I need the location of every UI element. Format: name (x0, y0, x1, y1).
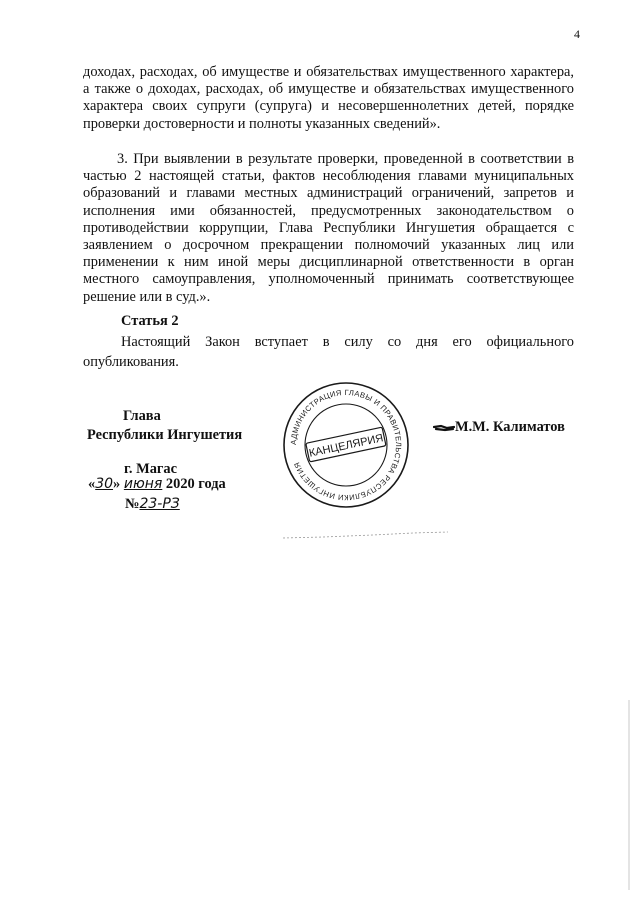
article-2-text: Настоящий Закон вступает в силу со дня его официального опубликования. (83, 334, 574, 370)
paragraph-continuation: доходах, расходах, об имуществе и обязательствах имущественного характера, а также о доходах, расходах, об имуществе и обязательствах имущественного характера своих супруги (супруга) и несовершеннолетних детей, порядке проверки достоверности и полноты указанных сведений». (83, 64, 574, 132)
stamp-center-text: КАНЦЕЛЯРИЯ (308, 432, 385, 460)
date-day-handwritten: 30 (95, 476, 114, 492)
law-number (125, 496, 180, 513)
scan-dash-artifact (283, 529, 448, 541)
article-2-heading: Статья 2 (121, 313, 179, 329)
signer-title-line1: Глава (123, 408, 161, 424)
signer-title (87, 407, 242, 445)
issue-date (88, 476, 226, 493)
issue-place: г. Магас (124, 461, 178, 477)
law-number-handwritten: 23-РЗ (139, 496, 180, 512)
official-stamp (281, 380, 411, 510)
signer-title-line2: Республики Ингушетия (87, 427, 243, 443)
handwritten-signature-icon (433, 418, 455, 436)
signer-name: М.М. Калиматов (455, 419, 565, 435)
page-number: 4 (574, 27, 580, 41)
date-quote-close: » (113, 476, 121, 492)
scan-edge-artifact (628, 700, 630, 890)
stamp-ring-text: АДМИНИСТРАЦИЯ ГЛАВЫ И ПРАВИТЕЛЬСТВА РЕСПУБЛИКИ ИНГУШЕТИЯ (288, 387, 404, 503)
paragraph-item-3: 3. При выявлении в результате проверки, проведенной в соответствии в частью 2 настоящей статьи, фактов несоблюдения главами муниципальных образований и главами местных администраций ограничений, запретов и исполнения ими обязанностей, предусмотренных законодательством о противодействии коррупции, Глава Республики Ингушетия обращается с заявлением о досрочном прекращении полномочий указанных лиц или применении к ним иной меры дисциплинарной ответственности в орган местного самоуправления, уполномоченный принимать соответствующее решение или в суд.». (83, 151, 574, 305)
law-number-prefix: № (125, 496, 140, 512)
date-year: 2020 года (165, 476, 226, 492)
date-quote-open: « (88, 476, 96, 492)
date-month-handwritten: июня (123, 476, 163, 492)
